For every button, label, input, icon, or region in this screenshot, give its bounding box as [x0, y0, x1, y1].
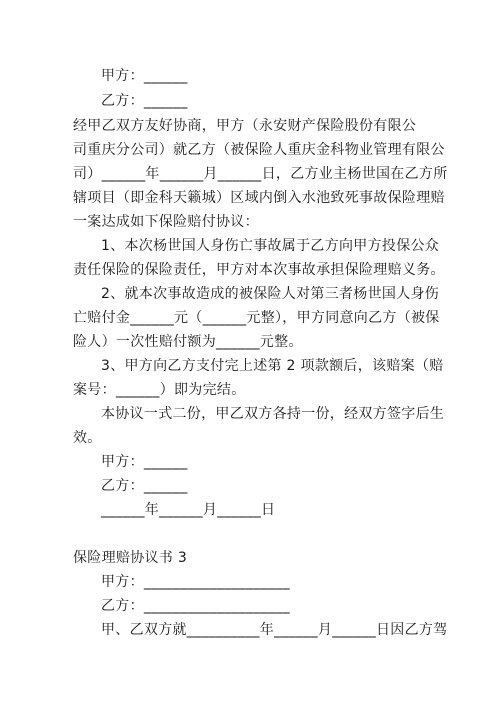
clause-1-line-2: 责任保险的保险责任，甲方对本次事故承担保险理赔义务。: [73, 262, 445, 278]
section3-party-b-line: 乙方：____________________: [101, 598, 290, 614]
copies-line-2: 效。: [73, 430, 102, 446]
clause-3-line-1: 3、甲方向乙方支付完上述第 2 项款额后，该赔案（赔: [101, 358, 444, 374]
paragraph-intro-line-4: 辖项目（即金科天籁城）区域内倒入水池致死事故保险理赔: [73, 190, 445, 206]
party-a-line: 甲方：______: [101, 68, 188, 84]
section3-party-a-line: 甲方：____________________: [101, 574, 290, 590]
paragraph-intro-line-5: 一案达成如下保险赔付协议：: [73, 214, 259, 230]
signature-party-b: 乙方：______: [101, 478, 188, 494]
paragraph-intro-line-2: 司重庆分公司）就乙方（被保险人重庆金科物业管理有限公: [73, 142, 445, 158]
clause-2-line-3: 险人）一次性赔付额为______元整。: [73, 334, 303, 350]
copies-line-1: 本协议一式二份，甲乙双方各持一份，经双方签字后生: [101, 406, 445, 422]
clause-1-line-1: 1、本次杨世国人身伤亡事故属于乙方向甲方投保公众: [101, 238, 440, 254]
clause-2-line-1: 2、就本次事故造成的被保险人对第三者杨世国人身伤: [101, 286, 440, 302]
paragraph-intro-line-3: 司）______年______月______日，乙方业主杨世国在乙方所: [73, 166, 448, 182]
section3-intro-line: 甲、乙双方就__________年______月______日因乙方驾: [101, 622, 448, 638]
clause-3-line-2: 案号：______）即为完结。: [73, 382, 246, 398]
clause-2-line-2: 亡赔付金______元（______元整），甲方同意向乙方（被保: [73, 310, 440, 326]
section-title: 保险理赔协议书 3: [73, 550, 188, 566]
party-b-line: 乙方：______: [101, 93, 188, 109]
signature-party-a: 甲方：______: [101, 454, 188, 470]
signature-date: ______年______月______日: [101, 502, 276, 518]
paragraph-intro-line-1: 经甲乙双方友好协商，甲方（永安财产保险股份有限公: [73, 118, 417, 134]
